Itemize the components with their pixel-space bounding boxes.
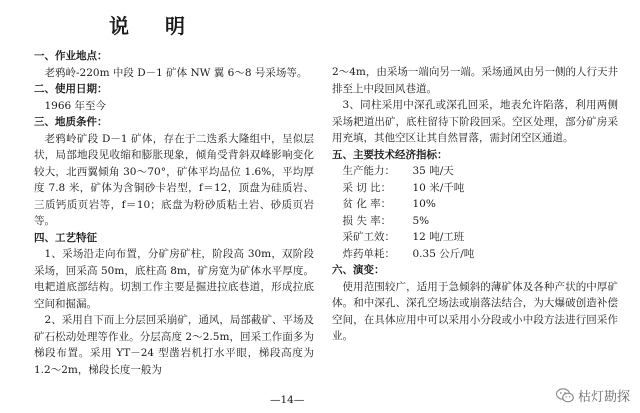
indicator-label: 炸药单耗： [342,247,395,260]
section-heading: 五、主要技术经济指标： [332,148,448,161]
indicator-row [332,163,618,180]
indicator-label: 损 失 率： [342,214,392,227]
watermark [556,386,630,405]
section-heading: 四、工艺特征 [34,231,97,244]
indicator-label: 采矿工效： [342,231,395,243]
paragraph: 老鸦岭矿段 D－1 矿体，存在于二迭系大隆组中，呈似层状，局部地段见收缩和膨胀现象，倾角受背斜双峰影响变化较大，北西翼倾角 30～70°，矿体平均品位 1.6%，平均厚度 7.8 米，矿体为含铜砂卡岩型，f＝12，顶盘为硅质岩、三质钙质页岩等，f＝10；底盘为粉砂质粘土岩、砂质页岩等。 [34,132,314,227]
indicator-value: 0.35 公斤/吨 [412,247,475,260]
paragraph: 2、采用自下而上分层回采崩矿，通风，局部截矿、平场及矿石松动处理等作业。分层高度 2～2.5m，回采工作面多为梯段布置。采用 YT－24 型凿岩机打水平眼，梯段高度为 1.2～2m，梯段长度一般为 [34,314,314,376]
indicator-value: 10% [412,198,436,210]
paragraph: 使用范围较广，适用于急倾斜的薄矿体及各种产状的中厚矿体。和中深孔、深孔空场法或崩落法结合，为大爆破创造补偿空间，在具体应用中可以采用小分段或小中段方法进行回采作业。 [332,280,618,342]
indicator-row [332,246,618,263]
indicator-label: 采 切 比： [342,181,392,194]
indicator-value: 5% [412,214,430,227]
indicator-row [332,213,618,230]
paragraph: 1、采场沿走向布置，分矿房矿柱，阶段高 30m，双阶段采场，回采高 50m，底柱高 8m，矿房宽为矿体水平厚度。电耙道底部结构。切割工作主要是掘进拉底巷道，形成拉底空间和掘漏。 [34,248,314,310]
section-heading: 二、使用日期： [34,83,108,95]
paragraph: 1966 年至今 [44,99,107,112]
indicator-value: 10 米/千吨 [412,181,465,194]
paragraph: 老鸦岭-220m 中段 D－1 矿体 NW 翼 6～8 号采场等。 [44,66,308,79]
watermark-text: 枯灯勘探 [577,390,630,405]
indicator-label: 贫 化 率： [342,198,392,210]
indicator-value: 12 吨/工班 [412,231,465,243]
section-heading: 三、地质条件： [34,116,108,128]
indicator-row [332,180,618,197]
indicator-label: 生产能力： [342,165,395,177]
indicator-row [332,229,618,246]
wechat-icon [556,388,574,403]
indicator-row [332,196,618,213]
section-heading: 一、作业地点： [34,50,108,62]
document-title: 说明 [109,14,221,38]
paragraph: 3、同柱采用中深孔或深孔回采，地表允许陷落，利用两侧采场耙道出矿，底柱留待下阶段回采。空区处理，部分矿房采用充填，其他空区让其自然冒落，需封闭空区通道。 [332,99,618,144]
left-column [34,48,314,378]
section-heading: 六、演变： [332,264,385,276]
right-column [332,64,618,345]
indicator-value: 35 吨/天 [412,165,454,177]
page-number: —14— [270,394,305,406]
paragraph: 2～4m，由采场一端向另一端。采场通风由另一侧的人行天井排至上中段回风巷道。 [332,66,618,95]
